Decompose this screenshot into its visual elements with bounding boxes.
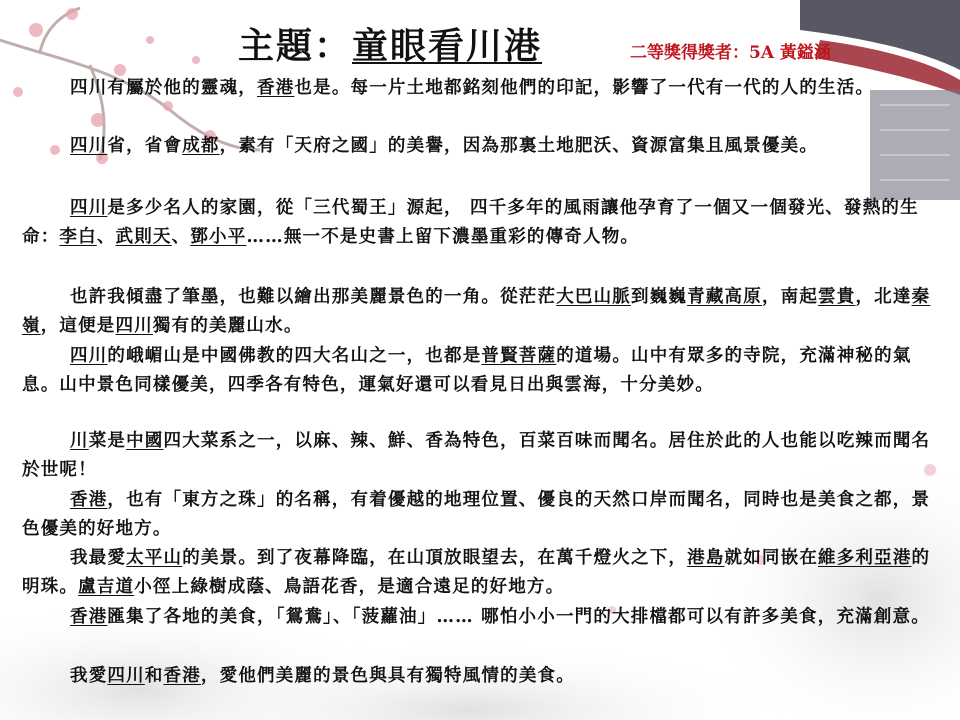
text-run: 的明珠。	[22, 548, 931, 597]
proper-noun: 秦嶺	[22, 287, 931, 336]
text-run: ，北達	[855, 287, 912, 307]
proper-noun: 四川	[70, 136, 108, 156]
proper-noun: 港島	[687, 548, 725, 568]
essay-paragraph	[22, 194, 940, 252]
text-run: ，南起	[761, 287, 819, 307]
essay-paragraph	[22, 662, 940, 691]
text-run: 小徑上綠樹成蔭、鳥語花香，是適合遠足的好地方。	[134, 577, 565, 597]
text-run: 就如同嵌在	[724, 548, 819, 568]
proper-noun: 香港	[70, 490, 108, 510]
text-run: ，素有「天府之國」的美譽，因為那裏土地肥沃、資源富集且風景優美。	[219, 136, 819, 156]
proper-noun: 中國	[126, 431, 164, 451]
essay-paragraph	[22, 132, 940, 161]
proper-noun: 四川	[70, 198, 108, 218]
title-prefix: 主題：	[238, 25, 353, 67]
proper-noun: 太平山	[126, 548, 183, 568]
text-run: 也許我傾盡了筆墨，也難以繪出那美麗景色的一角。從茫茫	[70, 287, 557, 307]
proper-noun: 雲貴	[818, 287, 856, 307]
text-run: ，也有「東方之珠」的名稱，有着優越的地理位置、優良的天然口岸而聞名，同時也是美食之都，景色優美的好地方。	[22, 490, 931, 539]
text-run: 獨有的美麗山水。	[152, 316, 303, 336]
proper-noun: 香港	[163, 666, 201, 686]
text-run: 的峨嵋山是中國佛教的四大名山之一，也都是	[107, 346, 482, 366]
proper-noun: 武則天	[115, 227, 172, 247]
proper-noun: 香港	[257, 78, 295, 98]
proper-noun: 香港	[70, 607, 108, 627]
text-run: 到巍巍	[631, 287, 688, 307]
essay-paragraph	[22, 427, 940, 485]
proper-noun: 四川	[70, 346, 108, 366]
award-winner-label: 二等獎得獎者：5A 黃鎰涵	[630, 43, 831, 63]
text-run: 省，省會	[107, 136, 183, 156]
text-run: 四大菜系之一，以麻、辣、鮮、香為特色，百菜百味而聞名。居住於此的人也能以吃辣而聞名於世呢！	[22, 431, 931, 480]
text-run: 我愛	[70, 666, 108, 686]
proper-noun: 李白	[59, 227, 97, 247]
essay-paragraph	[22, 603, 940, 632]
text-run: 和	[144, 666, 164, 686]
essay-paragraph	[22, 74, 940, 103]
essay-paragraph	[22, 486, 940, 544]
proper-noun: 鄧小平	[190, 227, 247, 247]
proper-noun: 川	[70, 431, 89, 451]
title-main: 童眼看川港	[352, 25, 543, 67]
text-run: 四川	[70, 78, 108, 98]
text-run: 我最愛	[70, 548, 127, 568]
text-run: 有屬於他的靈魂，	[107, 78, 258, 98]
text-run: ……無一不是史書上留下濃墨重彩的傳奇人物。	[246, 227, 640, 247]
essay-paragraph	[22, 544, 940, 602]
proper-noun: 四川	[107, 666, 145, 686]
proper-noun: 盧吉道	[78, 577, 135, 597]
text-run: ，愛他們美麗的景色與具有獨特風情的美食。	[200, 666, 575, 686]
text-run: 也是。每一片土地都銘刻他們的印記，影響了一代有一代的人的生活。	[294, 78, 875, 98]
text-run: 菜是	[88, 431, 127, 451]
proper-noun: 四川	[115, 316, 153, 336]
essay-paragraph	[22, 283, 940, 341]
text-run: 的道場。山中有眾多的寺院，充滿神秘的氣息。山中景色同樣優美，四季各有特色，運氣好還可以看見日出與雲海，十分美妙。	[22, 346, 912, 395]
proper-noun: 青藏高原	[687, 287, 762, 307]
text-run: 、	[171, 227, 191, 247]
proper-noun: 成都	[182, 136, 220, 156]
proper-noun: 大巴山脈	[556, 287, 632, 307]
proper-noun: 普賢菩薩	[481, 346, 557, 366]
proper-noun: 維多利亞港	[818, 548, 912, 568]
page-title	[238, 18, 542, 69]
essay-paragraph	[22, 342, 940, 400]
text-run: 匯集了各地的美食，「鴛鴦」、「菠蘿油」…… 哪怕小小一門的大排檔都可以有許多美食，充滿創意。	[107, 607, 930, 627]
text-run: 是多少名人的家園，從「三代蜀王」源起， 四千多年的風雨讓他孕育了一個又一個發光、發熱的生命：	[22, 198, 919, 247]
text-run: 的美景。到了夜幕降臨，在山頂放眼望去，在萬千燈火之下，	[182, 548, 688, 568]
text-run: ，這便是	[40, 316, 116, 336]
text-run: 、	[96, 227, 116, 247]
